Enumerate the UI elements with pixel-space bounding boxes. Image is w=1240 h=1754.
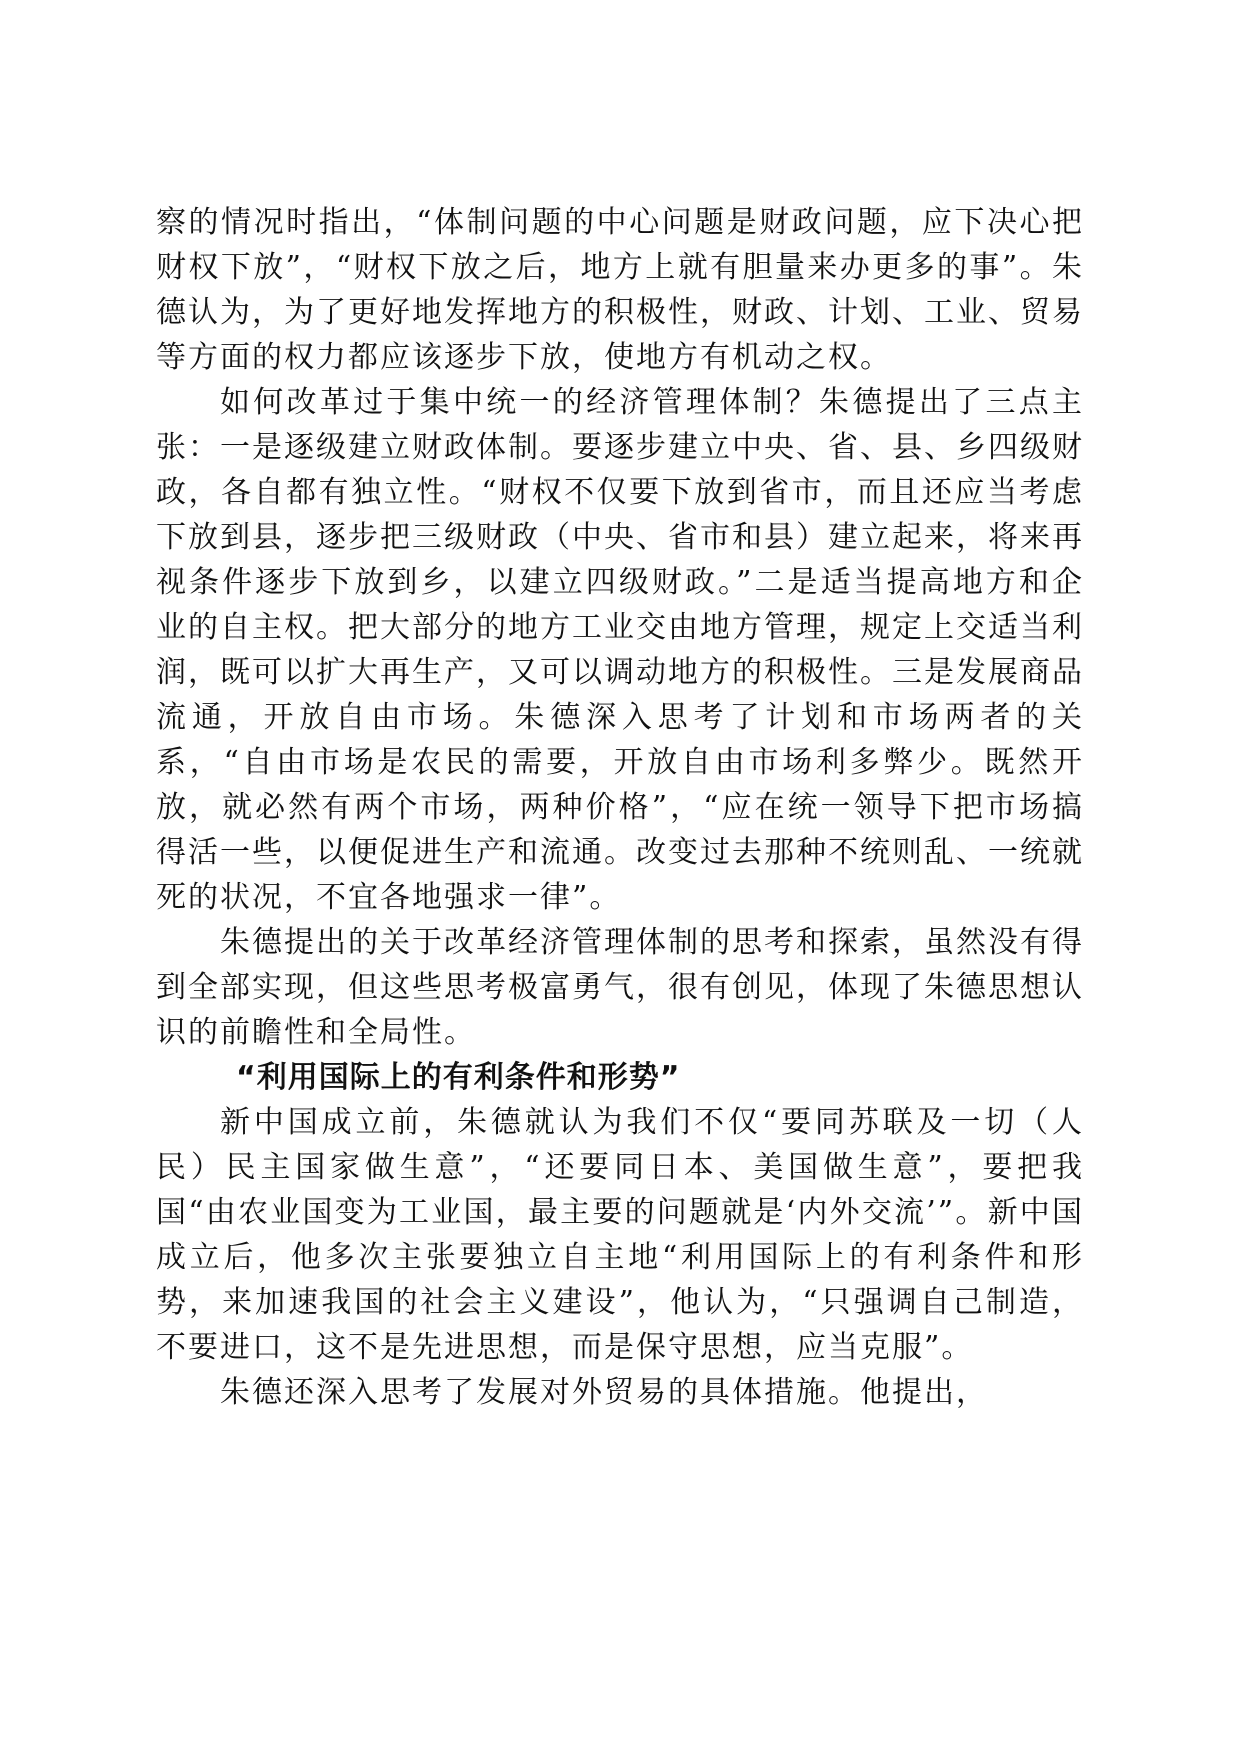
paragraph-reform-summary: 朱德提出的关于改革经济管理体制的思考和探索，虽然没有得到全部实现，但这些思考极富勇气，很有创见，体现了朱德思想认识的前瞻性和全局性。 (156, 925, 1084, 1050)
paragraph-continuation: 察的情况时指出，“体制问题的中心问题是财政问题，应下决心把财权下放”，“财权下放之后，地方上就有胆量来办更多的事”。朱德认为，为了更好地发挥地方的积极性，财政、计划、工业、贸易等方面的权力都应该逐步下放，使地方有机动之权。 (156, 205, 1084, 375)
paragraph-trade-measures: 朱德还深入思考了发展对外贸易的具体措施。他提出， (220, 1375, 988, 1410)
paragraph-reform-proposals: 如何改革过于集中统一的经济管理体制？朱德提出了三点主张：一是逐级建立财政体制。要逐步建立中央、省、县、乡四级财政，各自都有独立性。“财权不仅要下放到省市，而且还应当考虑下放到县，逐步把三级财政（中央、省市和县）建立起来，将来再视条件逐步下放到乡，以建立四级财政。”二是适当提高地方和企业的自主权。把大部分的地方工业交由地方管理，规定上交适当利润，既可以扩大再生产，又可以调动地方的积极性。三是发展商品流通，开放自由市场。朱德深入思考了计划和市场两者的关系，“自由市场是农民的需要，开放自由市场利多弊少。既然开放，就必然有两个市场，两种价格”，“应在统一领导下把市场搞得活一些，以便促进生产和流通。改变过去那种不统则乱、一统就死的状况，不宜各地强求一律”。 (156, 385, 1084, 915)
article-body (156, 200, 1084, 1415)
paragraph-foreign-trade: 新中国成立前，朱德就认为我们不仅“要同苏联及一切（人民）民主国家做生意”，“还要同日本、美国做生意”，要把我国“由农业国变为工业国，最主要的问题就是‘内外交流’”。新中国成立后，他多次主张要独立自主地“利用国际上的有利条件和形势，来加速我国的社会主义建设”，他认为，“只强调自己制造，不要进口，这不是先进思想，而是保守思想，应当克服”。 (156, 1105, 1084, 1365)
section-heading: “利用国际上的有利条件和形势” (236, 1060, 681, 1095)
